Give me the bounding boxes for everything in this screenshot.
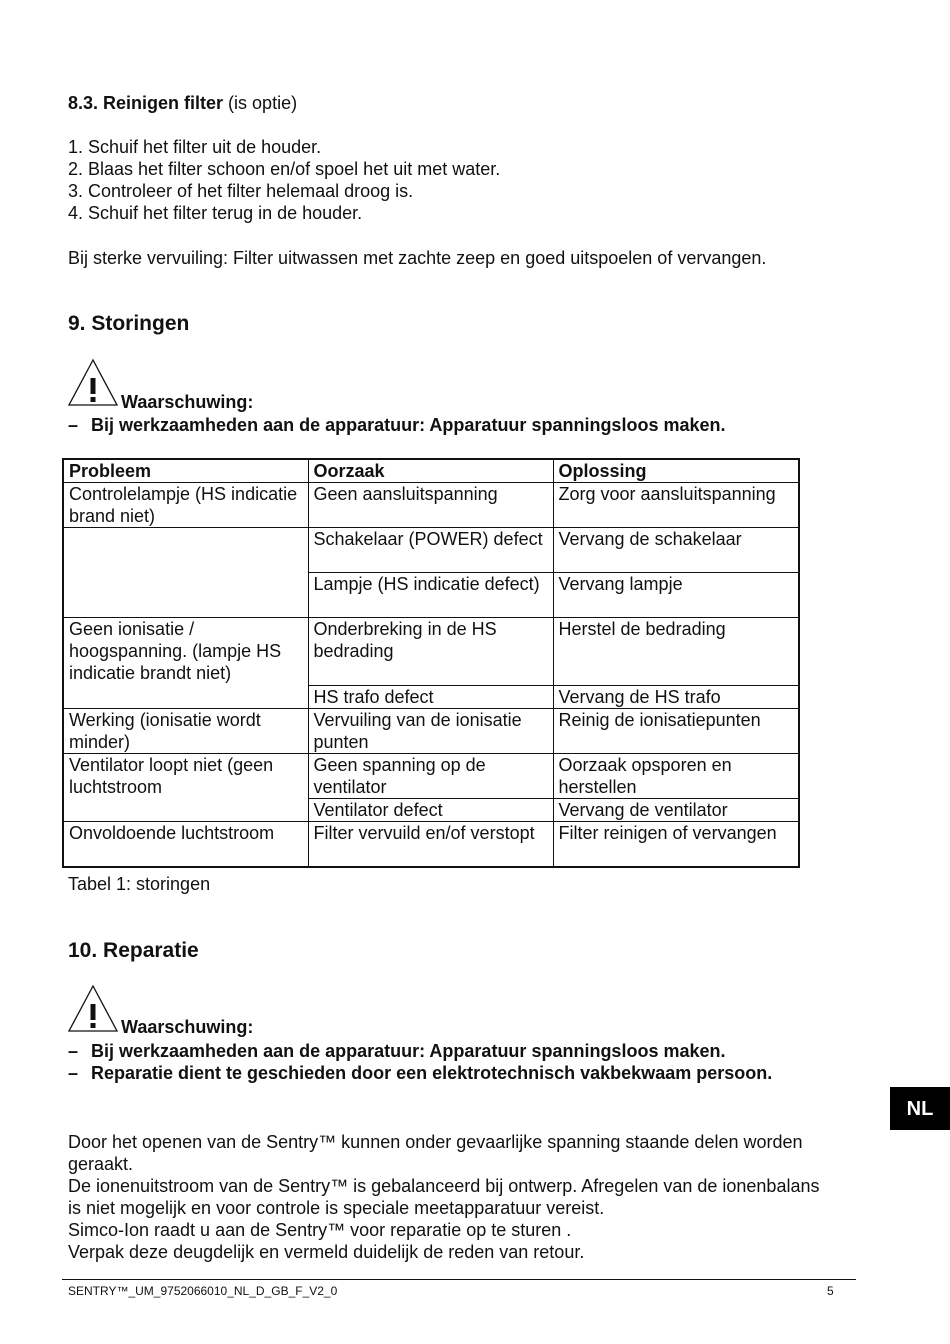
footer-page-number: 5 — [827, 1284, 834, 1298]
cell-oorzaak: Lampje (HS indicatie defect) — [308, 573, 553, 618]
cell-probleem: Ventilator loopt niet (geen luchtstroom — [63, 754, 308, 822]
section-10-warning-label: Waarschuwing: — [121, 1017, 254, 1037]
cell-oplossing: Zorg voor aansluitspanning — [553, 483, 799, 528]
body-line: is niet mogelijk en voor controle is speciale meetapparatuur vereist. — [68, 1198, 605, 1218]
warning-triangle-icon — [67, 358, 119, 406]
step-item: 1. Schuif het filter uit de houder. — [68, 137, 322, 157]
cell-oplossing: Vervang lampje — [553, 573, 799, 618]
section-8-3-suffix: (is optie) — [223, 93, 298, 113]
cell-oplossing: Oorzaak opsporen en herstellen — [553, 754, 799, 799]
cell-oorzaak: HS trafo defect — [308, 686, 553, 709]
section-8-3-title: 8.3. Reinigen filter — [68, 93, 224, 113]
cell-oplossing: Filter reinigen of vervangen — [553, 822, 799, 867]
step-item: 4. Schuif het filter terug in de houder. — [68, 203, 363, 223]
section-9-warning-item — [68, 414, 725, 436]
dash-bullet: – — [68, 1063, 79, 1083]
cell-oorzaak: Geen spanning op de ventilator — [308, 754, 553, 799]
warning-item — [68, 1062, 772, 1084]
cell-probleem — [63, 528, 308, 618]
cell-probleem: Werking (ionisatie wordt minder) — [63, 709, 308, 754]
cell-probleem: Geen ionisatie / hoogspanning. (lampje HS indicatie brandt niet) — [63, 618, 308, 709]
cell-oorzaak: Ventilator defect — [308, 799, 553, 822]
repair-body-text — [68, 1131, 819, 1263]
section-10-warning-list — [68, 1040, 772, 1084]
table-row — [63, 709, 799, 754]
footer-rule — [62, 1279, 856, 1280]
warning-triangle-icon — [67, 984, 119, 1032]
warning-item — [68, 1040, 772, 1062]
section-8-3-heading — [68, 92, 297, 114]
section-9-warning-label: Waarschuwing: — [121, 392, 254, 412]
cell-oplossing: Vervang de HS trafo — [553, 686, 799, 709]
section-9-title: 9. Storingen — [68, 312, 190, 335]
section-8-3-note: Bij sterke vervuiling: Filter uitwassen met zachte zeep en goed uitspoelen of vervangen. — [68, 248, 767, 268]
cell-oplossing: Vervang de ventilator — [553, 799, 799, 822]
cell-oorzaak: Onderbreking in de HS bedrading — [308, 618, 553, 686]
language-tab: NL — [890, 1087, 950, 1130]
warning-item-text: Bij werkzaamheden aan de apparatuur: Apparatuur spanningsloos maken. — [91, 415, 726, 435]
header-oplossing: Oplossing — [553, 459, 799, 483]
troubleshooting-table — [62, 458, 800, 868]
body-line: Door het openen van de Sentry™ kunnen onder gevaarlijke spanning staande delen worden — [68, 1132, 803, 1152]
cell-oplossing: Herstel de bedrading — [553, 618, 799, 686]
table-row — [63, 528, 799, 573]
cell-oplossing: Reinig de ionisatiepunten — [553, 709, 799, 754]
body-line: Verpak deze deugdelijk en vermeld duidelijk de reden van retour. — [68, 1242, 585, 1262]
footer-doc-id: SENTRY™_UM_9752066010_NL_D_GB_F_V2_0 — [68, 1284, 338, 1298]
cell-oorzaak: Schakelaar (POWER) defect — [308, 528, 553, 573]
dash-bullet: – — [68, 1041, 79, 1061]
step-list — [68, 136, 500, 224]
table-header-row — [63, 459, 799, 483]
body-line: geraakt. — [68, 1154, 134, 1174]
step-item: 3. Controleer of het filter helemaal droog is. — [68, 181, 414, 201]
body-line: De ionenuitstroom van de Sentry™ is gebalanceerd bij ontwerp. Afregelen van de ionenbalans — [68, 1176, 820, 1196]
cell-oorzaak: Vervuiling van de ionisatie punten — [308, 709, 553, 754]
section-10-title: 10. Reparatie — [68, 939, 199, 962]
table-row — [63, 618, 799, 686]
warning-item-text: Bij werkzaamheden aan de apparatuur: Apparatuur spanningsloos maken. — [91, 1041, 726, 1061]
cell-oorzaak: Filter vervuild en/of verstopt — [308, 822, 553, 867]
step-item: 2. Blaas het filter schoon en/of spoel het uit met water. — [68, 159, 501, 179]
header-oorzaak: Oorzaak — [308, 459, 553, 483]
table-row — [63, 483, 799, 528]
cell-oorzaak: Geen aansluitspanning — [308, 483, 553, 528]
cell-probleem: Onvoldoende luchtstroom — [63, 822, 308, 867]
dash-bullet: – — [68, 415, 79, 435]
table-caption: Tabel 1: storingen — [68, 874, 211, 894]
table-row — [63, 754, 799, 799]
body-line: Simco-Ion raadt u aan de Sentry™ voor reparatie op te sturen . — [68, 1220, 572, 1240]
table-row — [63, 822, 799, 867]
header-probleem: Probleem — [63, 459, 308, 483]
cell-oplossing: Vervang de schakelaar — [553, 528, 799, 573]
cell-probleem: Controlelampje (HS indicatie brand niet) — [63, 483, 308, 528]
warning-item-text: Reparatie dient te geschieden door een elektrotechnisch vakbekwaam persoon. — [91, 1063, 773, 1083]
